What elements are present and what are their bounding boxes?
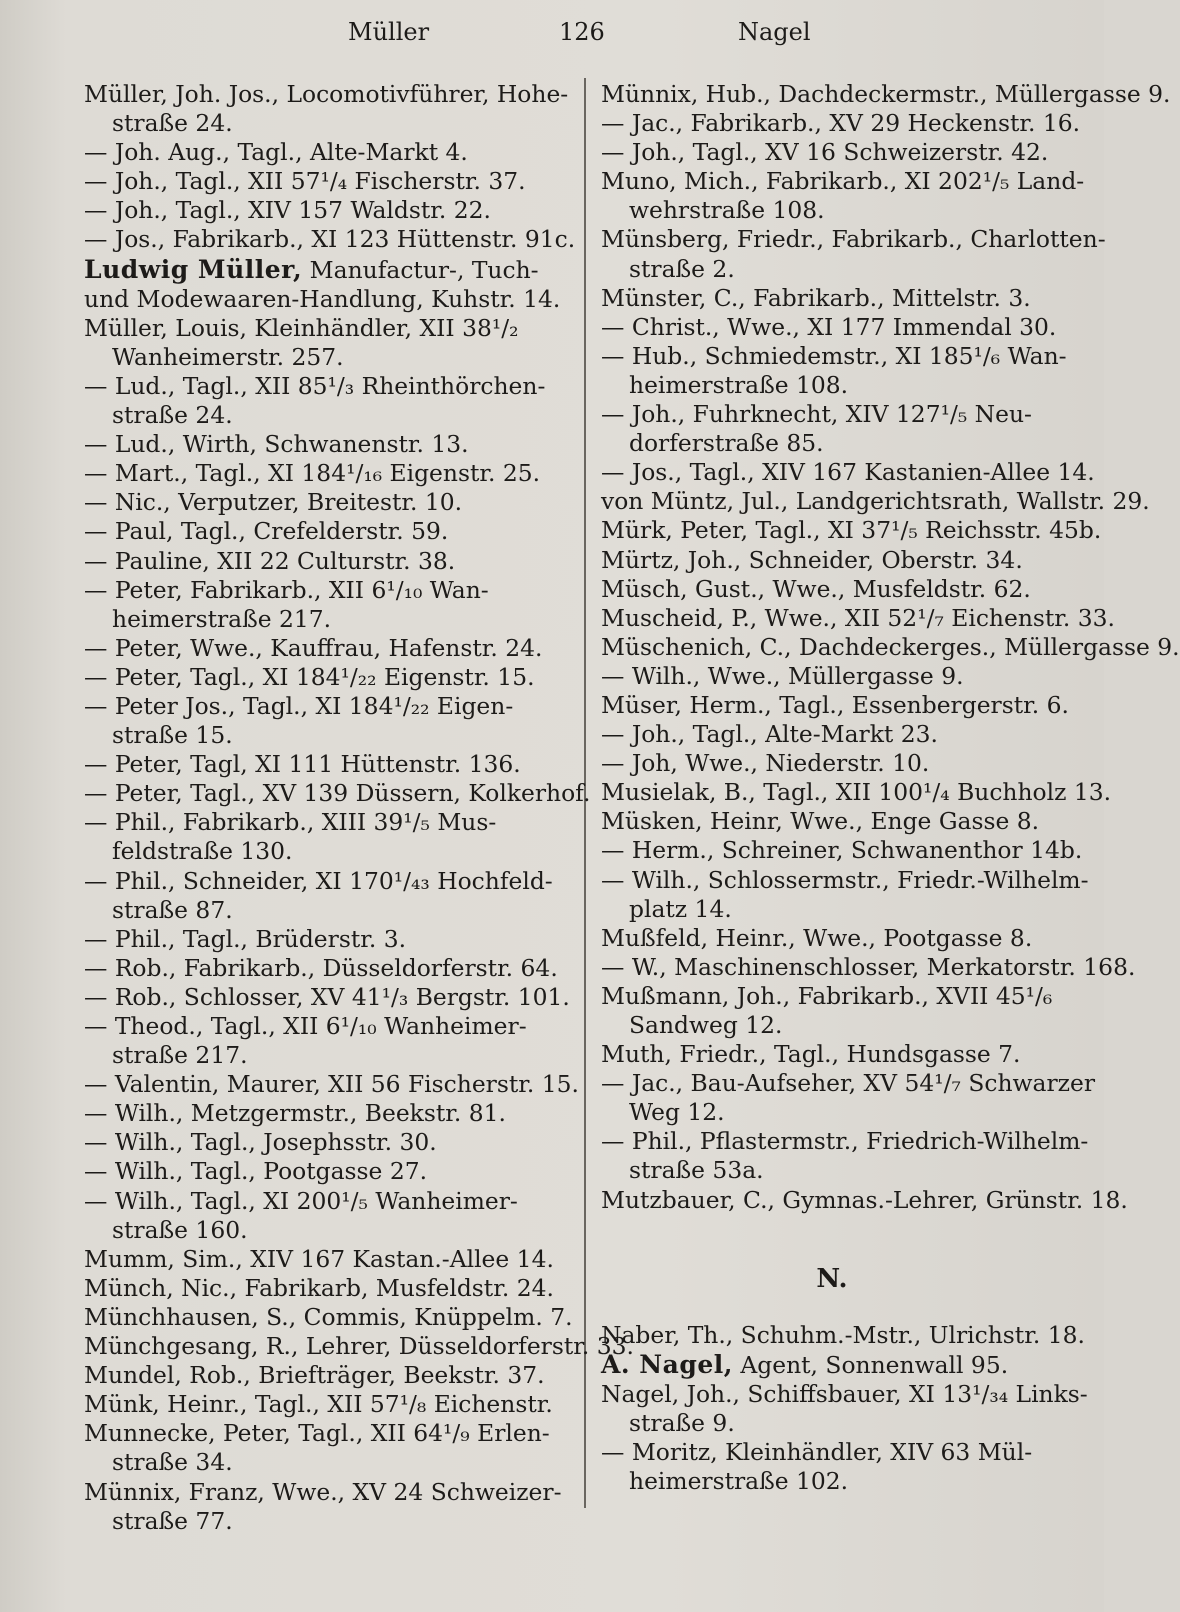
entry-text: Münnix, Franz, Wwe., XV 24 Schweizer-: [84, 1477, 562, 1506]
entry-line: [601, 225, 1106, 253]
directory-entry: [84, 517, 572, 546]
header-right-word: Nagel: [738, 18, 811, 46]
directory-entry: [84, 488, 572, 517]
entry-text: — Christ., Wwe., XI 177 Immendal 30.: [601, 312, 1057, 341]
entry-text: — Wilh., Tagl., XI 200¹/₅ Wanheimer-: [84, 1186, 518, 1215]
directory-entry: [84, 1070, 579, 1099]
entry-line: [601, 1127, 1088, 1155]
entry-text: Naber, Th., Schuhm.-Mstr., Ulrichstr. 18.: [601, 1320, 1085, 1349]
directory-entry: [601, 1040, 1083, 1069]
entry-text: — Rob., Schlosser, XV 41¹/₃ Bergstr. 101.: [84, 982, 570, 1011]
entry-text: Müschenich, C., Dachdeckerges., Müllergasse 9.: [601, 632, 1180, 661]
entry-line: [84, 488, 462, 516]
entry-line: [84, 517, 448, 545]
entry-text: — Joh, Wwe., Niederstr. 10.: [601, 749, 930, 778]
entry-text: — Mart., Tagl., XI 184¹/₁₆ Eigenstr. 25.: [84, 459, 541, 488]
directory-entry: [84, 663, 572, 692]
directory-entry: [84, 255, 572, 314]
entry-text: — Joh., Fuhrknecht, XIV 127¹/₅ Neu-: [601, 400, 1032, 429]
bold-name: A. Nagel,: [601, 1349, 733, 1379]
entry-continuation: straße 160.: [112, 1215, 248, 1244]
directory-entry: [84, 1099, 572, 1128]
entry-continuation: feldstraße 130.: [112, 837, 293, 866]
entry-line: [84, 372, 545, 400]
entry-line: [84, 1332, 634, 1360]
entry-continuation: und Modewaaren-Handlung, Kuhstr. 14.: [84, 284, 561, 313]
entry-text: — Wilh., Metzgermstr., Beekstr. 81.: [84, 1099, 506, 1128]
entry-text: — Rob., Fabrikarb., Düsseldorferstr. 64.: [84, 953, 558, 982]
directory-entry: [84, 808, 572, 866]
entry-continuation: straße 15.: [112, 721, 233, 750]
entry-continuation: straße 2.: [629, 254, 735, 283]
directory-entry: [84, 547, 572, 576]
entry-line: [601, 807, 1039, 835]
page-number: 126: [559, 18, 605, 46]
directory-entry: [601, 1127, 1089, 1185]
directory-entry: [601, 284, 1083, 313]
entry-line: [84, 779, 590, 807]
section-letter: N.: [816, 1263, 848, 1294]
left-column: [84, 80, 634, 1536]
directory-entry: [601, 982, 1083, 1040]
entry-line: [84, 314, 519, 342]
entry-text: Musielak, B., Tagl., XII 100¹/₄ Buchholz 13.: [601, 778, 1112, 807]
n-section-entries: [601, 1320, 1088, 1497]
entry-line: [84, 1245, 554, 1273]
entry-line: [84, 1012, 527, 1040]
entry-text: Münnix, Hub., Dachdeckermstr., Müllergasse 9.: [601, 80, 1171, 108]
entry-line: [84, 1070, 579, 1098]
directory-entry: [84, 983, 572, 1012]
entry-continuation: heimerstraße 217.: [112, 604, 332, 633]
entry-line: [601, 866, 1089, 894]
entry-line: [601, 749, 929, 777]
entry-line: [84, 459, 540, 487]
directory-entry: [601, 836, 1083, 865]
directory-entry: [84, 1390, 572, 1419]
directory-entry: [601, 167, 1083, 225]
entry-line: [601, 313, 1056, 341]
entry-line: [84, 1274, 554, 1302]
entry-line: [84, 1390, 553, 1418]
directory-entry: [601, 749, 1083, 778]
directory-entry: [601, 778, 1112, 807]
entry-text: Müsken, Heinr, Wwe., Enge Gasse 8.: [601, 807, 1040, 836]
entry-line: [601, 1351, 1008, 1379]
directory-entry: [84, 692, 572, 750]
directory-entry: [601, 691, 1083, 720]
entry-text: Muscheid, P., Wwe., XII 52¹/₇ Eichenstr. 33.: [601, 603, 1115, 632]
directory-entry: [84, 779, 591, 808]
directory-entry: [84, 80, 572, 138]
entry-line: [601, 342, 1067, 370]
directory-entry: [601, 1379, 1088, 1438]
directory-entry: [601, 662, 1083, 691]
entry-text: — Wilh., Wwe., Müllergasse 9.: [601, 661, 964, 690]
entry-text: Münster, C., Fabrikarb., Mittelstr. 3.: [601, 283, 1031, 312]
directory-entry: [601, 1185, 1128, 1215]
directory-entry: [84, 925, 572, 954]
entry-line: [601, 1380, 1088, 1408]
entry-line: [84, 954, 558, 982]
right-column-entries: [601, 80, 1180, 1215]
entry-text: Münchgesang, R., Lehrer, Düsseldorferstr. 33.: [84, 1332, 634, 1361]
entry-line: [84, 1128, 437, 1156]
entry-line: [84, 692, 513, 720]
header-left-word: Müller: [348, 18, 430, 46]
directory-entry: [601, 1069, 1096, 1127]
directory-entry: [601, 458, 1095, 487]
entry-line: [84, 225, 575, 253]
directory-entry: [601, 603, 1115, 633]
entry-text: — Moritz, Kleinhändler, XIV 63 Mül-: [601, 1438, 1033, 1467]
running-header: [0, 14, 1104, 54]
directory-entry: [84, 1274, 572, 1303]
entry-text: — Wilh., Tagl., Josephsstr. 30.: [84, 1128, 437, 1157]
entry-text: Manufactur-, Tuch-: [302, 255, 539, 284]
entry-continuation: straße 24.: [112, 401, 233, 430]
directory-entry: [84, 1128, 572, 1157]
entry-line: [84, 634, 542, 662]
entry-text: — Peter, Wwe., Kauffrau, Hafenstr. 24.: [84, 633, 543, 662]
entry-text: — Nic., Verputzer, Breitestr. 10.: [84, 488, 463, 517]
entry-line: [84, 256, 539, 284]
directory-entry: [84, 459, 572, 488]
entry-line: [84, 1157, 427, 1185]
entry-text: — Joh., Tagl., Alte-Markt 23.: [601, 720, 938, 749]
entry-line: [601, 167, 1084, 195]
entry-text: — W., Maschinenschlosser, Merkatorstr. 168.: [601, 952, 1136, 981]
directory-entry: [601, 1350, 1083, 1380]
directory-entry: [84, 867, 572, 925]
directory-entry: [601, 865, 1089, 924]
entry-line: [601, 487, 1150, 515]
entry-line: [84, 925, 406, 953]
directory-entry: [84, 372, 572, 430]
entry-continuation: straße 24.: [112, 109, 233, 138]
directory-entry: [601, 516, 1102, 545]
entry-continuation: straße 77.: [112, 1506, 233, 1535]
entry-line: [601, 458, 1095, 486]
entry-text: Agent, Sonnenwall 95.: [732, 1350, 1009, 1379]
directory-entry: [84, 1157, 572, 1186]
entry-text: — Phil., Pflastermstr., Friedrich-Wilhelm-: [601, 1127, 1089, 1156]
entry-text: — Jos., Fabrikarb., XI 123 Hüttenstr. 91c.: [84, 225, 576, 254]
entry-continuation: platz 14.: [629, 894, 732, 923]
entry-continuation: straße 34.: [112, 1448, 233, 1477]
entry-continuation: heimerstraße 102.: [629, 1467, 849, 1496]
entry-line: [84, 808, 496, 836]
entry-line: [601, 836, 1082, 864]
directory-entry: [601, 924, 1083, 953]
directory-entry: [84, 634, 572, 663]
entry-text: Muth, Friedr., Tagl., Hundsgasse 7.: [601, 1040, 1021, 1069]
directory-entry: [84, 954, 572, 983]
entry-continuation: straße 53a.: [629, 1156, 764, 1185]
entry-continuation: straße 9.: [629, 1409, 735, 1438]
entry-line: [601, 778, 1111, 806]
entry-line: [84, 138, 468, 166]
entry-line: [601, 720, 938, 748]
entry-line: [601, 691, 1069, 719]
entry-text: — Joh., Tagl., XV 16 Schweizerstr. 42.: [601, 138, 1049, 167]
entry-line: [84, 1478, 561, 1506]
entry-text: Münsberg, Friedr., Fabrikarb., Charlotten-: [601, 225, 1106, 254]
entry-text: — Jac., Bau-Aufseher, XV 54¹/₇ Schwarzer: [601, 1069, 1096, 1098]
entry-line: [84, 1303, 573, 1331]
entry-text: Munnecke, Peter, Tagl., XII 64¹/₉ Erlen-: [84, 1419, 550, 1448]
entry-line: [84, 430, 469, 458]
directory-entry: [601, 546, 1083, 575]
directory-entry: [84, 225, 576, 254]
entry-line: [601, 953, 1135, 981]
entry-line: [601, 1321, 1085, 1349]
entry-text: Mundel, Rob., Briefträger, Beekstr. 37.: [84, 1361, 545, 1390]
entry-text: Münchhausen, S., Commis, Knüppelm. 7.: [84, 1302, 573, 1331]
entry-text: — Peter, Tagl., XV 139 Düssern, Kolkerhof.: [84, 779, 591, 808]
entry-line: [84, 1187, 518, 1215]
directory-entry: [601, 720, 1083, 749]
entry-continuation: Sandweg 12.: [629, 1011, 783, 1039]
entry-text: — Lud., Wirth, Schwanenstr. 13.: [84, 430, 469, 459]
entry-text: — Wilh., Schlossermstr., Friedr.-Wilhelm-: [601, 865, 1089, 894]
entry-text: Mürk, Peter, Tagl., XI 37¹/₅ Reichsstr. 45b.: [601, 516, 1102, 545]
directory-entry: [601, 342, 1083, 400]
entry-line: [601, 1438, 1032, 1466]
entry-line: [601, 1040, 1021, 1068]
right-column: [601, 80, 1180, 1496]
directory-entry: [84, 1303, 572, 1332]
entry-line: [601, 138, 1048, 166]
entry-text: — Peter, Fabrikarb., XII 6¹/₁₀ Wan-: [84, 575, 489, 604]
directory-entry: [84, 1419, 572, 1477]
directory-entry: [601, 632, 1180, 662]
entry-text: — Phil., Fabrikarb., XIII 39¹/₅ Mus-: [84, 808, 497, 837]
directory-entry: [84, 1245, 572, 1274]
directory-entry: [601, 400, 1083, 458]
directory-entry: [601, 952, 1136, 982]
entry-line: [84, 547, 455, 575]
entry-line: [601, 924, 1032, 952]
entry-text: — Peter, Tagl, XI 111 Hüttenstr. 136.: [84, 750, 521, 779]
entry-continuation: wehrstraße 108.: [629, 196, 825, 225]
entry-text: Mumm, Sim., XIV 167 Kastan.-Allee 14.: [84, 1244, 554, 1273]
directory-entry: [84, 750, 572, 779]
entry-text: Müser, Herm., Tagl., Essenbergerstr. 6.: [601, 690, 1069, 719]
entry-continuation: straße 217.: [112, 1041, 248, 1070]
entry-continuation: Wanheimerstr. 257.: [112, 342, 344, 371]
entry-line: [601, 982, 1052, 1010]
entry-text: Müsch, Gust., Wwe., Musfeldstr. 62.: [601, 574, 1031, 603]
entry-text: — Peter Jos., Tagl., XI 184¹/₂₂ Eigen-: [84, 691, 514, 720]
entry-line: [84, 750, 521, 778]
entry-line: [601, 1069, 1095, 1097]
entry-text: — Pauline, XII 22 Culturstr. 38.: [84, 546, 456, 575]
directory-entry: [601, 138, 1083, 167]
directory-entry: [84, 576, 572, 634]
entry-text: — Peter, Tagl., XI 184¹/₂₂ Eigenstr. 15.: [84, 662, 535, 691]
directory-entry: [601, 1321, 1083, 1350]
entry-text: Nagel, Joh., Schiffsbauer, XI 13¹/₃₄ Links-: [601, 1379, 1088, 1408]
entry-line: [601, 284, 1031, 312]
entry-line: [84, 867, 553, 895]
directory-entry: [84, 314, 572, 372]
entry-text: — Joh., Tagl., XIV 157 Waldstr. 22.: [84, 196, 491, 225]
entry-line: [84, 663, 535, 691]
directory-entry: [84, 196, 572, 225]
entry-line: [601, 1186, 1128, 1214]
entry-text: Mußfeld, Heinr., Wwe., Pootgasse 8.: [601, 923, 1033, 952]
entry-line: [84, 1419, 550, 1447]
entry-line: [84, 983, 570, 1011]
entry-text: — Jos., Tagl., XIV 167 Kastanien-Allee 14.: [601, 458, 1095, 487]
entry-text: von Müntz, Jul., Landgerichtsrath, Wallstr. 29.: [601, 487, 1150, 516]
directory-entry: [84, 1187, 572, 1245]
entry-text: — Joh. Aug., Tagl., Alte-Markt 4.: [84, 138, 468, 167]
directory-entry: [601, 109, 1083, 138]
entry-text: — Theod., Tagl., XII 6¹/₁₀ Wanheimer-: [84, 1012, 527, 1040]
entry-text: — Paul, Tagl., Crefelderstr. 59.: [84, 517, 449, 546]
directory-entry: [84, 1332, 634, 1361]
entry-text: Münch, Nic., Fabrikarb, Musfeldstr. 24.: [84, 1273, 554, 1302]
bold-name: Ludwig Müller,: [84, 254, 303, 284]
entry-line: [601, 662, 964, 690]
entry-line: [84, 167, 526, 195]
directory-entry: [601, 313, 1083, 342]
entry-line: [601, 575, 1031, 603]
entry-continuation: straße 87.: [112, 895, 233, 924]
entry-text: Mußmann, Joh., Fabrikarb., XVII 45¹/₆: [601, 981, 1053, 1010]
directory-entry: [601, 487, 1150, 516]
directory-entry: [84, 1361, 572, 1390]
directory-entry: [601, 80, 1171, 109]
entry-text: — Jac., Fabrikarb., XV 29 Heckenstr. 16.: [601, 109, 1081, 138]
directory-entry: [84, 1012, 572, 1070]
entry-line: [84, 80, 568, 108]
directory-entry: [601, 575, 1083, 604]
directory-entry: [601, 1438, 1083, 1496]
directory-entry: [601, 225, 1106, 283]
entry-line: [601, 109, 1080, 137]
entry-text: — Hub., Schmiedemstr., XI 185¹/₆ Wan-: [601, 341, 1067, 370]
entry-text: Mürtz, Joh., Schneider, Oberstr. 34.: [601, 545, 1023, 574]
directory-entry: [84, 430, 572, 459]
entry-text: Münk, Heinr., Tagl., XII 57¹/₈ Eichenstr.: [84, 1390, 553, 1419]
entry-line: [601, 400, 1032, 428]
entry-continuation: dorferstraße 85.: [629, 429, 824, 458]
entry-text: Muno, Mich., Fabrikarb., XI 202¹/₅ Land-: [601, 167, 1085, 196]
entry-line: [601, 80, 1170, 108]
entry-continuation: Weg 12.: [629, 1098, 725, 1127]
entry-text: Müller, Joh. Jos., Locomotivführer, Hohe-: [84, 80, 569, 108]
entry-text: — Lud., Tagl., XII 85¹/₃ Rheinthörchen-: [84, 371, 546, 400]
entry-line: [84, 196, 491, 224]
directory-entry: [84, 138, 572, 167]
entry-line: [601, 546, 1023, 574]
entry-line: [601, 633, 1180, 661]
entry-line: [601, 604, 1115, 632]
directory-entry: [84, 167, 572, 196]
entry-text: — Phil., Schneider, XI 170¹/₄₃ Hochfeld-: [84, 866, 553, 895]
entry-continuation: heimerstraße 108.: [629, 370, 849, 399]
directory-entry: [601, 807, 1083, 836]
entry-line: [84, 1099, 506, 1127]
entry-text: Müller, Louis, Kleinhändler, XII 38¹/₂: [84, 313, 519, 342]
entry-text: Mutzbauer, C., Gymnas.-Lehrer, Grünstr. 18.: [601, 1185, 1128, 1214]
entry-line: [84, 1361, 545, 1389]
entry-text: — Phil., Tagl., Brüderstr. 3.: [84, 924, 407, 953]
entry-text: — Herm., Schreiner, Schwanenthor 14b.: [601, 836, 1083, 865]
directory-entry: [84, 1478, 572, 1536]
entry-line: [601, 516, 1101, 544]
entry-text: — Wilh., Tagl., Pootgasse 27.: [84, 1157, 428, 1186]
entry-text: — Valentin, Maurer, XII 56 Fischerstr. 15.: [84, 1070, 579, 1099]
entry-line: [84, 576, 489, 604]
entry-text: — Joh., Tagl., XII 57¹/₄ Fischerstr. 37.: [84, 167, 526, 196]
